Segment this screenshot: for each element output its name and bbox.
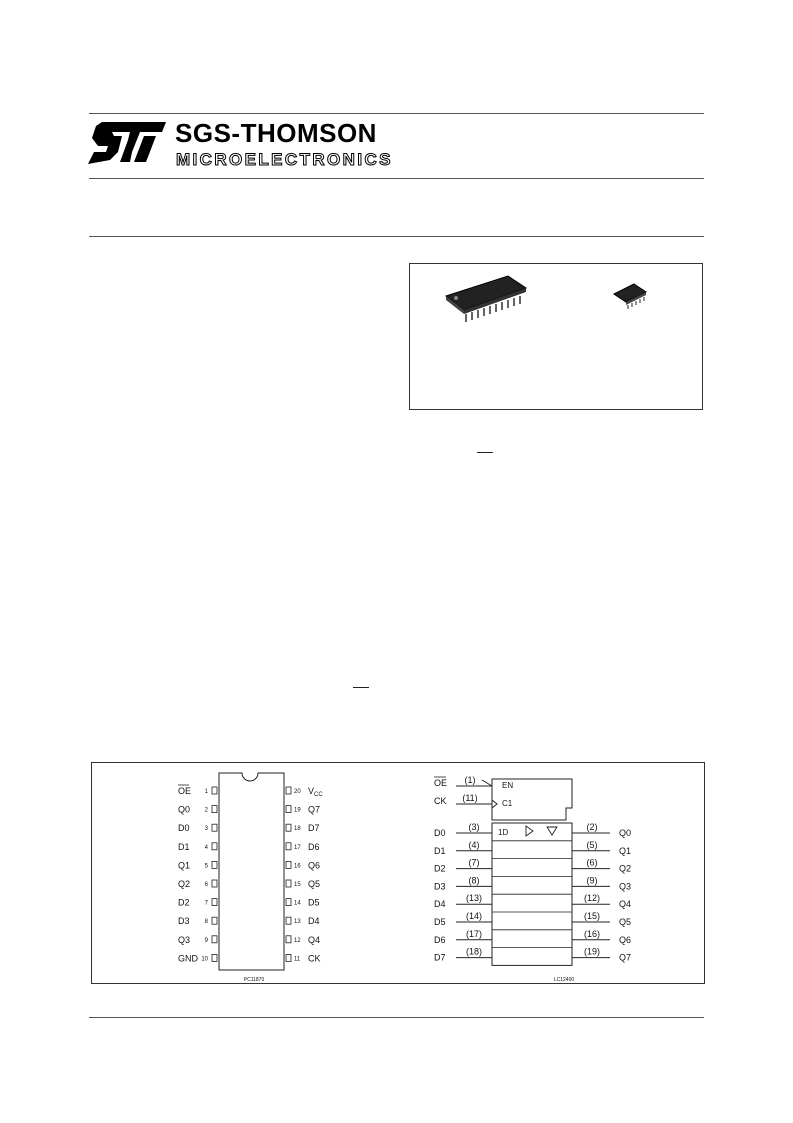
- dip-pin-left: [212, 824, 217, 831]
- dip-pin-label: CK: [308, 953, 321, 964]
- dip-pin-left: [212, 954, 217, 961]
- dip-pin-number: 20: [294, 789, 301, 795]
- dip-pin-number: 17: [294, 844, 301, 851]
- output-label: Q0: [619, 828, 632, 838]
- input-label: D5: [434, 917, 446, 927]
- input-label: D6: [434, 934, 446, 945]
- dip-pin-label: Q6: [308, 860, 321, 871]
- pin-number: (16): [583, 928, 601, 939]
- overline-mark: [477, 452, 493, 453]
- dip-pin-right: [286, 899, 291, 906]
- input-label: D7: [434, 952, 446, 963]
- dip-pin-label: GND: [178, 953, 198, 964]
- dip-pin-label: Q7: [308, 804, 321, 815]
- pin-number: (2): [586, 822, 598, 832]
- pin-number: (3): [468, 822, 480, 832]
- dip-pin-label: Q1: [178, 860, 191, 871]
- dip-pin-right: [286, 936, 291, 943]
- pin-number: (6): [586, 857, 598, 868]
- control-label: CK: [434, 796, 447, 806]
- dip-pin-label: D7: [308, 823, 320, 834]
- output-label: Q4: [619, 899, 632, 910]
- input-label: D0: [434, 828, 446, 838]
- footer-rule: [89, 1017, 704, 1018]
- dip-pin-number: 13: [294, 919, 301, 926]
- pin-number: (9): [586, 875, 598, 886]
- enable-flag: [482, 780, 492, 786]
- dip-pin-left: [212, 861, 217, 868]
- pin-number: (14): [465, 911, 483, 921]
- input-label: D2: [434, 863, 446, 874]
- dip-pin-number: 7: [204, 900, 208, 907]
- dip-pin-left: [212, 843, 217, 850]
- control-label: OE: [434, 778, 448, 788]
- dip-pin-right: [286, 917, 291, 924]
- pin-number: (15): [583, 911, 601, 921]
- dip-pin-number: 10: [201, 956, 208, 963]
- dip-pin-right: [286, 806, 291, 813]
- dip-pin-left: [212, 880, 217, 887]
- package-box: [409, 263, 703, 410]
- output-label: Q2: [619, 863, 632, 874]
- pin-connection-figure: [91, 762, 705, 984]
- dip-pin-left: [212, 936, 217, 943]
- figure-code: PC11870: [243, 977, 265, 983]
- dip-pin-number: 12: [294, 937, 301, 944]
- pin-number: (7): [468, 857, 480, 868]
- dip-pin-number: 18: [294, 826, 301, 833]
- header-mid-rule: [89, 178, 704, 179]
- dip-pin-number: 4: [204, 844, 208, 851]
- pin-number: (18): [465, 946, 483, 957]
- dip-pin-number: 9: [204, 937, 208, 944]
- dip-pin-number: 16: [294, 863, 301, 870]
- dip-pin-number: 1: [204, 789, 208, 795]
- dip-pin-right: [286, 861, 291, 868]
- st-logo-icon: [88, 122, 166, 164]
- dip-pin-label: D1: [178, 841, 190, 852]
- pin-number: (19): [583, 946, 601, 957]
- pin-number: (4): [468, 839, 480, 850]
- dip-pin-number: 8: [204, 919, 208, 926]
- header-top-rule: [89, 113, 704, 114]
- clock-marker: [492, 800, 497, 808]
- cell-label: 1D: [498, 828, 509, 837]
- dip-pin-label: D5: [308, 897, 320, 908]
- brand-subtitle: MICROELECTRONICS: [176, 150, 393, 169]
- dip-pin-number: 2: [204, 807, 208, 814]
- soic-package-icon: [442, 270, 532, 330]
- output-label: Q3: [619, 881, 632, 892]
- pin-number: (12): [583, 893, 601, 904]
- dip-pin-left: [212, 806, 217, 813]
- dip-pin-right: [286, 880, 291, 887]
- dip-pin-label: $V_{CC}$: [308, 786, 323, 798]
- dip-pin-number: 6: [204, 882, 208, 888]
- dip-pin-label: OE: [178, 786, 192, 796]
- control-inner-label: EN: [502, 781, 514, 790]
- dip-pin-label: Q0: [178, 804, 191, 815]
- dip-pin-label: Q2: [178, 879, 191, 889]
- dip-pin-left: [212, 899, 217, 906]
- brand-name: SGS-THOMSON: [175, 118, 377, 148]
- pin-number: (5): [586, 839, 598, 850]
- figure-code: LC12400: [553, 977, 575, 983]
- figure-canvas: [92, 763, 704, 983]
- pin-number: (11): [462, 793, 478, 803]
- pin-number: (8): [468, 875, 480, 886]
- control-inner-label: C1: [502, 799, 513, 808]
- output-label: Q6: [619, 934, 632, 945]
- dip-pin-number: 15: [294, 882, 301, 888]
- dip-pinout: [178, 773, 323, 983]
- output-label: Q5: [619, 917, 632, 927]
- subscript: CC: [314, 792, 323, 798]
- logic-symbol: [434, 775, 631, 983]
- output-label: Q1: [619, 845, 632, 856]
- dip-pin-label: D4: [308, 916, 320, 927]
- buffer-icon: [526, 826, 533, 836]
- dip-pin-label: D3: [178, 916, 190, 927]
- dip-pin-number: 11: [294, 956, 301, 963]
- dip-pin-left: [212, 787, 217, 794]
- dip-pin-right: [286, 954, 291, 961]
- dip-pin-number: 3: [204, 826, 208, 833]
- dip-pin-label: Q4: [308, 934, 321, 945]
- pin-number: (17): [465, 928, 483, 939]
- dip-pin-right: [286, 787, 291, 794]
- input-label: D1: [434, 845, 446, 856]
- dip-pin-label: Q3: [178, 934, 191, 945]
- dip-pin-label: D6: [308, 841, 320, 852]
- dip-body: [219, 773, 284, 970]
- pin-number: (1): [464, 775, 476, 785]
- output-label: Q7: [619, 952, 632, 963]
- dip-pin-number: 14: [294, 900, 301, 907]
- dip-pin-label: D0: [178, 823, 190, 834]
- dip-pin-number: 19: [294, 807, 301, 814]
- header-bottom-rule: [89, 236, 704, 237]
- dip-pin-left: [212, 917, 217, 924]
- overline-mark: [353, 687, 369, 688]
- tristate-icon: [547, 827, 557, 835]
- dip-pin-number: 5: [204, 863, 208, 870]
- tssop-package-icon: [610, 280, 650, 314]
- dip-pin-right: [286, 843, 291, 850]
- dip-pin-label: Q5: [308, 879, 321, 889]
- input-label: D4: [434, 899, 446, 910]
- input-label: D3: [434, 881, 446, 892]
- pin-number: (13): [465, 893, 483, 904]
- dip-pin-label: D2: [178, 897, 190, 908]
- dip-pin-right: [286, 824, 291, 831]
